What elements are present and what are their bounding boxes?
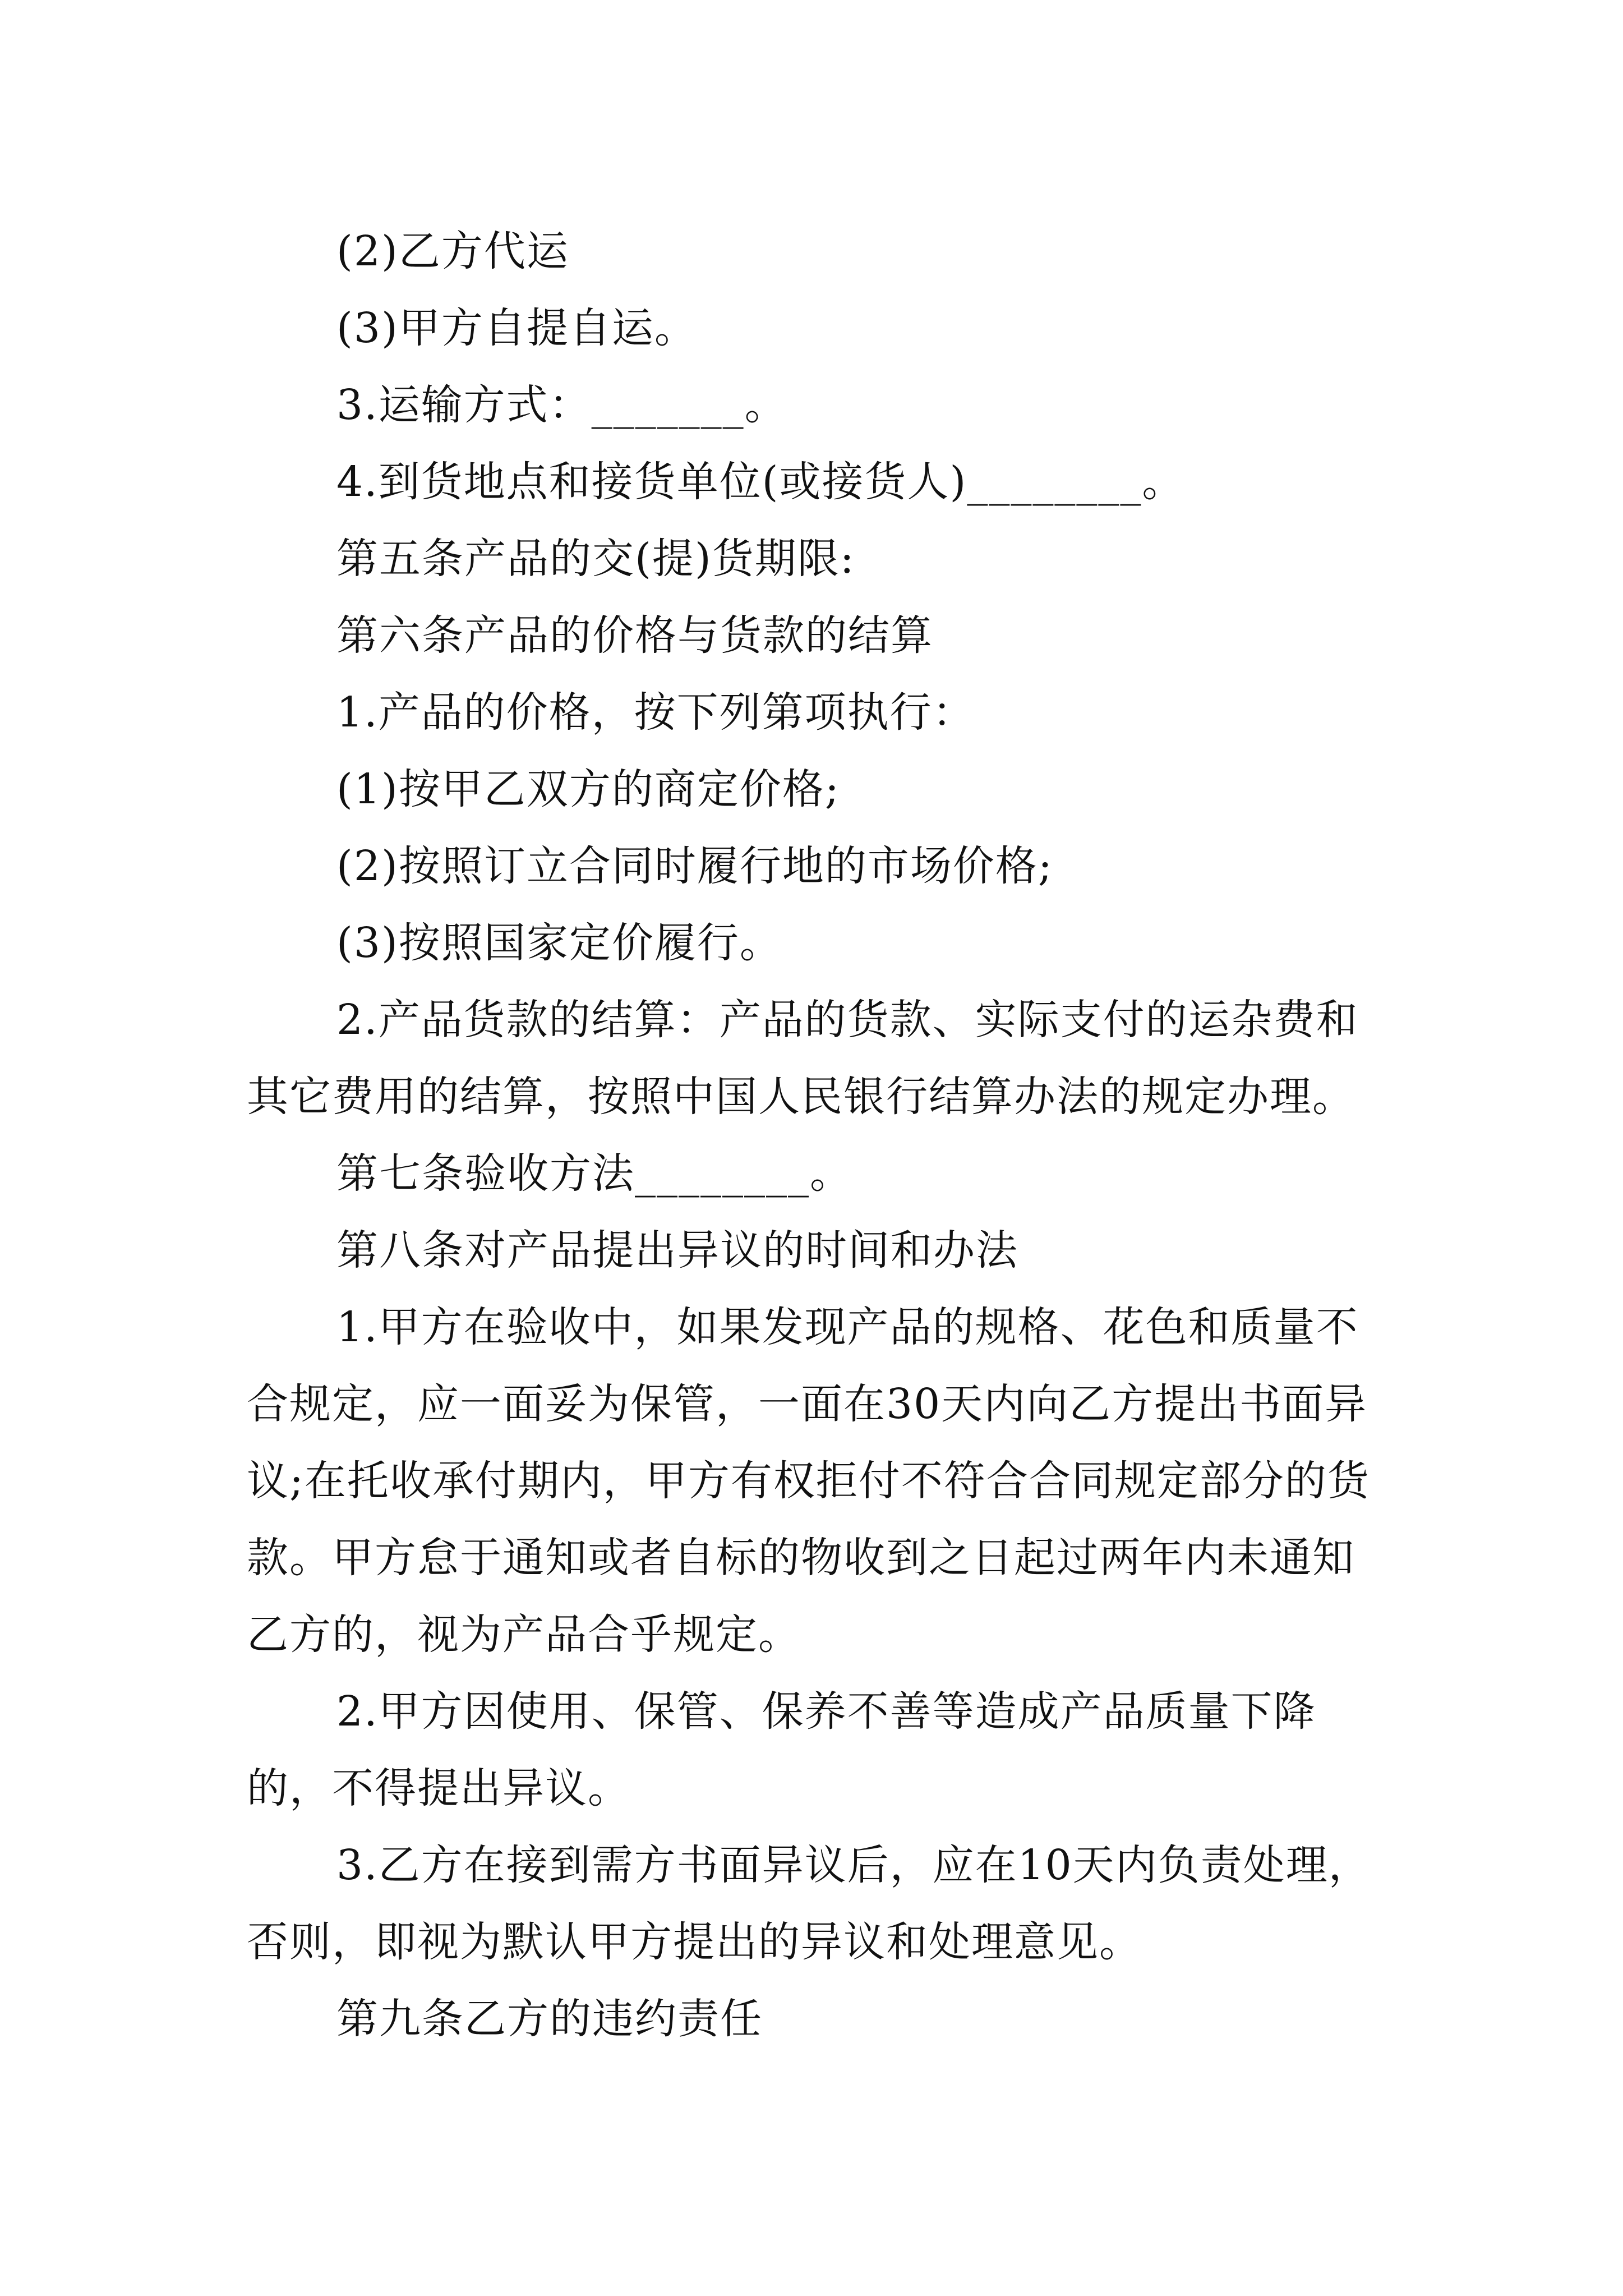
paragraph-price-option-3: (3)按照国家定价履行。 [336, 919, 782, 967]
paragraph-transport-method: 3.运输方式：_______。 [336, 381, 787, 429]
article-8-heading: 第八条对产品提出异议的时间和办法 [336, 1226, 1018, 1274]
paragraph-objection-3: 3.乙方在接到需方书面异议后，应在10天内负责处理，否则，即视为默认甲方提出的异议和处理意见。 [247, 1841, 1371, 1966]
article-6-heading: 第六条产品的价格与货款的结算 [336, 611, 933, 660]
paragraph-price-option-2: (2)按照订立合同时履行地的市场价格; [336, 842, 1053, 890]
paragraph-objection-2: 2.甲方因使用、保管、保养不善等造成产品质量下降的，不得提出异议。 [247, 1687, 1316, 1812]
paragraph-price-intro: 1.产品的价格，按下列第项执行： [336, 688, 975, 737]
document-body [247, 213, 1391, 2058]
paragraph-shipping-seller: (2)乙方代运 [336, 227, 569, 275]
paragraph-objection-1: 1.甲方在验收中，如果发现产品的规格、花色和质量不合规定，应一面妥为保管，一面在30天内向乙方提出书面异议;在托收承付期内，甲方有权拒付不符合合同规定部分的货款。甲方怠于通知或者自标的物收到之日起过两年内未通知乙方的，视为产品合乎规定。 [247, 1303, 1370, 1659]
article-7-heading: 第七条验收方法________。 [336, 1149, 852, 1198]
paragraph-settlement: 2.产品货款的结算：产品的货款、实际支付的运杂费和其它费用的结算，按照中国人民银行结算办法的规定办理。 [247, 996, 1359, 1121]
paragraph-shipping-buyer: (3)甲方自提自运。 [336, 304, 697, 352]
article-9-heading: 第九条乙方的违约责任 [336, 1995, 763, 2043]
paragraph-delivery-location: 4.到货地点和接货单位(或接货人)________。 [336, 458, 1185, 506]
article-5-heading: 第五条产品的交(提)货期限: [336, 535, 855, 583]
paragraph-price-option-1: (1)按甲乙双方的商定价格; [336, 765, 840, 813]
